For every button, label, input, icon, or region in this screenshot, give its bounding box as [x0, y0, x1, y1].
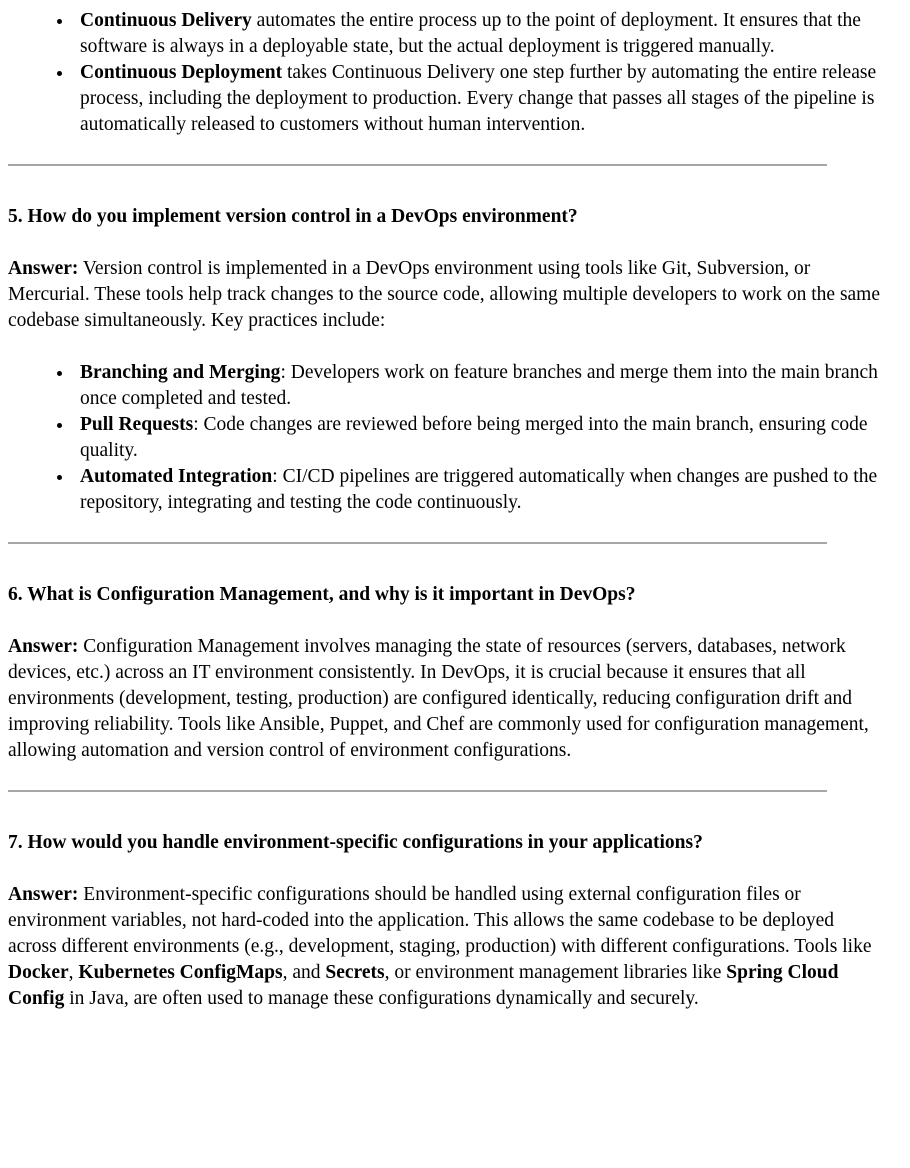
list-item	[74, 412, 884, 464]
list-item	[74, 360, 884, 412]
bold-text: Pull Requests	[80, 414, 194, 435]
bold-text: Branching and Merging	[80, 362, 281, 383]
text-run: takes Continuous Delivery one step further by automating the entire release process, including the deployment to production. Every change that passes all stages of the pipeline is automatically released to customers without human intervention.	[80, 62, 877, 135]
section-divider	[8, 164, 827, 166]
text-run: : CI/CD pipelines are triggered automatically when changes are pushed to the repository, integrating and testing the code continuously.	[80, 466, 878, 513]
bold-text: Secrets	[325, 962, 385, 983]
text-run: : Developers work on feature branches and merge them into the main branch once completed and tested.	[80, 362, 878, 409]
question-heading	[8, 204, 884, 230]
bold-text: 6. What is Configuration Management, and why is it important in DevOps?	[8, 584, 636, 605]
text-run: , or environment management libraries like	[384, 962, 727, 983]
question-heading	[8, 582, 884, 608]
bold-text: Answer:	[8, 884, 79, 905]
bold-text: Answer:	[8, 636, 79, 657]
section-divider	[8, 542, 827, 544]
text-run: Configuration Management involves managing the state of resources (servers, databases, network devices, etc.) across an IT environment consistently. In DevOps, it is crucial because it ensures that all environments (development, testing, production) are configured identically, reducing configuration drift and improving reliability. Tools like Ansible, Puppet, and Chef are commonly used for configuration management, allowing automation and version control of environment configurations.	[8, 636, 869, 761]
bullet-list	[8, 8, 884, 138]
bold-text: Answer:	[8, 258, 79, 279]
text-run: Environment-specific configurations should be handled using external configuration files or environment variables, not hard-coded into the application. This allows the same codebase to be deployed across different environments (e.g., development, staging, production) with different configurations. Tools like	[8, 884, 872, 957]
bold-text: 7. How would you handle environment-specific configurations in your applications?	[8, 832, 703, 853]
text-run: Version control is implemented in a DevOps environment using tools like Git, Subversion, or Mercurial. These tools help track changes to the source code, allowing multiple developers to work on the same codebase simultaneously. Key practices include:	[8, 258, 881, 331]
bold-text: Continuous Deployment	[80, 62, 283, 83]
text-run: , and	[282, 962, 326, 983]
list-item	[74, 464, 884, 516]
bullet-list	[8, 360, 884, 516]
text-run: automates the entire process up to the point of deployment. It ensures that the software is always in a deployable state, but the actual deployment is triggered manually.	[80, 10, 861, 57]
text-run: in Java, are often used to manage these configurations dynamically and securely.	[64, 988, 699, 1009]
paragraph	[8, 256, 884, 334]
bold-text: Spring Cloud Config	[8, 962, 839, 1009]
paragraph	[8, 882, 884, 1012]
question-heading	[8, 830, 884, 856]
paragraph	[8, 634, 884, 764]
bold-text: Continuous Delivery	[80, 10, 252, 31]
text-run: ,	[68, 962, 79, 983]
list-item	[74, 60, 884, 138]
list-item	[74, 8, 884, 60]
document-content	[8, 8, 884, 1012]
bold-text: Docker	[8, 962, 69, 983]
text-run: : Code changes are reviewed before being merged into the main branch, ensuring code quality.	[80, 414, 868, 461]
section-divider	[8, 790, 827, 792]
bold-text: Kubernetes ConfigMaps	[78, 962, 283, 983]
bold-text: 5. How do you implement version control in a DevOps environment?	[8, 206, 578, 227]
bold-text: Automated Integration	[80, 466, 273, 487]
